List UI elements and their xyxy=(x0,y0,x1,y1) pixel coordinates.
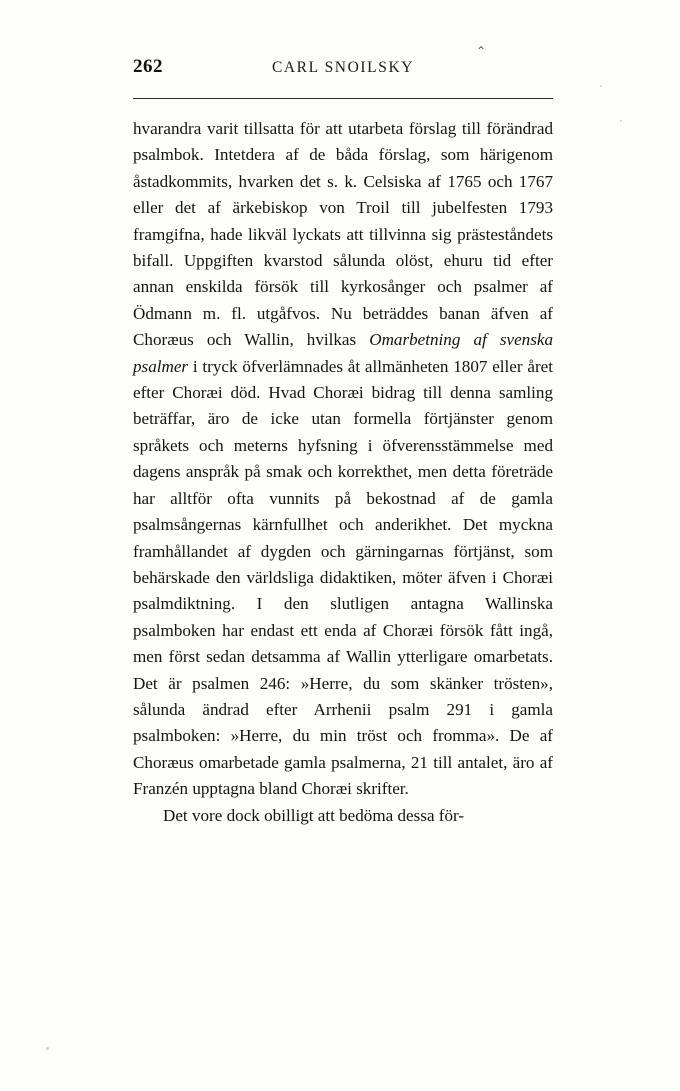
running-head: CARL SNOILSKY xyxy=(271,59,415,76)
paragraph xyxy=(133,803,553,829)
paragraph xyxy=(133,116,553,803)
italic-title: Omarbetning af svenska psalmer xyxy=(133,330,553,376)
paper-speck xyxy=(46,1047,49,1050)
page-header xyxy=(133,56,553,86)
page-number: 262 xyxy=(133,56,163,77)
paper-speck xyxy=(600,85,602,87)
header-rule xyxy=(133,98,553,99)
header-row xyxy=(133,56,553,86)
page-top-mark: ⌃ xyxy=(476,44,487,58)
text-run: hvarandra varit tillsatta för att utarbeta förslag till förändrad psalmbok. Intetdera af de båda förslag, som härigenom åstadkommits, hvarken det s. k. Celsiska af 1765 och 1767 eller det af ärkebiskop von Troil till jubelfesten 1793 framgifna, hade likväl lyckats att tillvinna sig prästeståndets bifall. Uppgiften kvarstod sålunda olöst, ehuru tid efter annan enskilda försök till kyrkosånger och psalmer af Ödmann m. fl. utgåfvos. Nu beträddes banan äfven af Choræus och Wallin, hvilkas xyxy=(133,119,553,350)
text-run: i tryck öfverlämnades åt allmänheten 1807 eller året efter Choræi död. Hvad Choræi bidrag till denna samling beträffar, äro de icke utan formella förtjänster genom språkets och meterns hyfsning i öfverensstämmelse med dagens anspråk på smak och korrekthet, men detta företräde har alltför ofta vunnits på bekostnad af de gamla psalmsångernas kärnfullhet och anderikhet. Det myckna framhållandet af dygden och gärningarnas förtjänst, som behärskade den världsliga didaktiken, möter äfven i Choræi psalmdiktning. I den slutligen antagna Wallinska psalmboken har endast ett enda af Choræi försök fått ingå, men först sedan detsamma af Wallin ytterligare omarbetats. Det är psalmen 246: »Herre, du som skänker trösten», sålunda ändrad efter Arrhenii psalm 291 i gamla psalmboken: »Herre, du min tröst och fromma». De af Choræus omarbetade gamla psalmerna, 21 till antalet, äro af Franzén upptagna bland Choræi skrifter. xyxy=(133,356,553,799)
paper-speck xyxy=(620,120,622,122)
text-run: Det vore dock obilligt att bedöma dessa för- xyxy=(163,805,465,825)
body-text xyxy=(133,116,553,829)
